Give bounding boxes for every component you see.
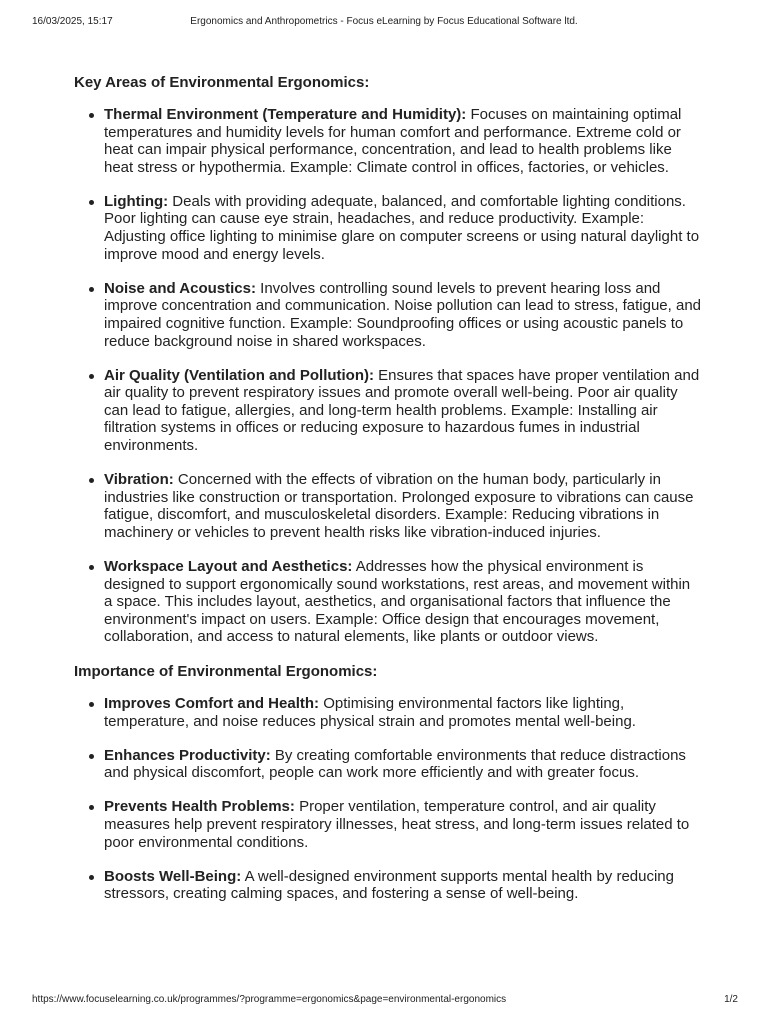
- list-item-term: Enhances Productivity:: [104, 746, 271, 764]
- list-item-term: Air Quality (Ventilation and Pollution):: [104, 366, 374, 384]
- list-item-term: Workspace Layout and Aesthetics:: [104, 557, 353, 575]
- list-item-health-problems: [104, 798, 702, 851]
- list-item-term: Noise and Acoustics:: [104, 279, 256, 297]
- page-number: 1/2: [724, 994, 738, 1005]
- print-page-title: Ergonomics and Anthropometrics - Focus eLearning by Focus Educational Software ltd.: [190, 16, 578, 27]
- list-item-text: Focuses on maintaining optimal temperatures and humidity levels for human comfort and performance. Extreme cold or heat can impair physical performance, concentration, and lead to health problems like heat stress or hypothermia. Example: Climate control in offices, factories, or vehicles.: [104, 106, 682, 176]
- importance-list: [74, 695, 702, 903]
- list-item-workspace-layout: [104, 558, 702, 646]
- list-item-text: Involves controlling sound levels to prevent hearing loss and improve concentration and communication. Noise pollution can lead to stress, fatigue, and impaired cognitive function. Example: Soundproofing offices or using acoustic panels to reduce background noise in shared workspaces.: [104, 279, 702, 350]
- list-item-text: A well-designed environment supports mental health by reducing stressors, creating calming spaces, and fostering a sense of well-being.: [104, 867, 674, 903]
- list-item-text: Deals with providing adequate, balanced, and comfortable lighting conditions. Poor lighting can cause eye strain, headaches, and reduce productivity. Example: Adjusting office lighting to minimise glare on computer screens or using natural daylight to improve mood and energy levels.: [104, 192, 700, 263]
- list-item-text: Concerned with the effects of vibration on the human body, particularly in industries like construction or transportation. Prolonged exposure to vibrations can cause fatigue, discomfort, and musculoskeletal disorders. Example: Reducing vibrations in machinery or vehicles to prevent health risks like vibration-induced injuries.: [104, 471, 694, 541]
- list-item-productivity: [104, 747, 702, 782]
- list-item-term: Improves Comfort and Health:: [104, 694, 320, 712]
- list-item-text: Ensures that spaces have proper ventilation and air quality to prevent respiratory issues and promote overall well-being. Poor air quality can lead to fatigue, allergies, and long-term health problems. Example: Installing air filtration systems in offices or reducing exposure to hazardous fumes in industrial environments.: [104, 366, 700, 454]
- list-item-text: Addresses how the physical environment is designed to support ergonomically sound workstations, rest areas, and movement within a space. This includes layout, aesthetics, and organisational factors that influence the environment's impact on users. Example: Office design that encourages movement, collaboration, and access to natural elements, like plants or outdoor views.: [104, 557, 691, 646]
- list-item-term: Thermal Environment (Temperature and Humidity):: [104, 106, 467, 123]
- list-item-thermal-environment: [104, 106, 702, 176]
- list-item-vibration: [104, 471, 702, 541]
- list-item-term: Prevents Health Problems:: [104, 798, 295, 816]
- article-content: [74, 74, 702, 919]
- print-footer: [32, 994, 738, 1008]
- list-item-text: By creating comfortable environments that reduce distractions and physical discomfort, people can work more efficiently and with greater focus.: [104, 746, 686, 782]
- print-header: [32, 16, 736, 30]
- list-item-text: Optimising environmental factors like lighting, temperature, and noise reduces physical strain and promotes mental well-being.: [104, 694, 636, 730]
- key-areas-list: [74, 106, 702, 646]
- list-item-term: Boosts Well-Being:: [104, 867, 242, 885]
- list-item-text: Proper ventilation, temperature control, and air quality measures help prevent respiratory illnesses, heat stress, and long-term issues related to poor environmental conditions.: [104, 798, 690, 851]
- list-item-comfort-health: [104, 695, 702, 730]
- list-item-term: Lighting:: [104, 192, 169, 210]
- list-item-term: Vibration:: [104, 471, 174, 489]
- list-item-noise-acoustics: [104, 280, 702, 350]
- list-item-air-quality: [104, 367, 702, 455]
- list-item-lighting: [104, 193, 702, 263]
- print-datetime: 16/03/2025, 15:17: [32, 16, 113, 27]
- page-url-link[interactable]: https://www.focuselearning.co.uk/programmes/?programme=ergonomics&page=environmental-ergonomics: [32, 994, 507, 1005]
- list-item-well-being: [104, 868, 702, 903]
- key-areas-heading: Key Areas of Environmental Ergonomics:: [74, 74, 370, 91]
- importance-heading: Importance of Environmental Ergonomics:: [74, 662, 378, 680]
